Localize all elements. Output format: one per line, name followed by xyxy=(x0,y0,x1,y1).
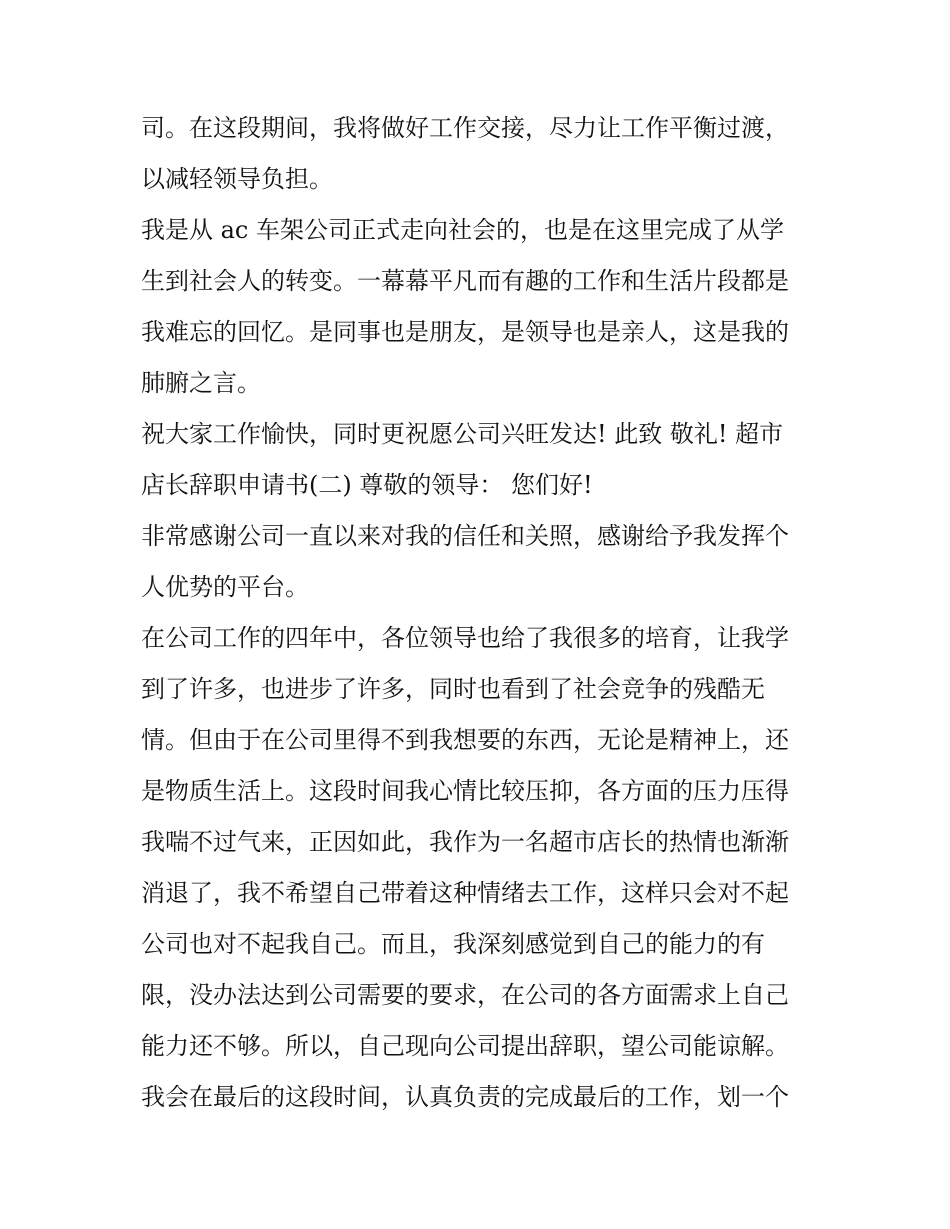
text-line: 限，没办法达到公司需要的要求，在公司的各方面需求上自己 xyxy=(141,981,789,1009)
text-line: 司。在这段期间，我将做好工作交接，尽力让工作平衡过渡， xyxy=(141,114,789,142)
text-line: 到了许多，也进步了许多，同时也看到了社会竞争的残酷无 xyxy=(141,675,765,703)
text-line: 在公司工作的四年中，各位领导也给了我很多的培育，让我学 xyxy=(141,624,789,652)
text-line: 非常感谢公司一直以来对我的信任和关照，感谢给予我发挥个 xyxy=(141,522,789,550)
text-line: 肺腑之言。 xyxy=(141,369,261,397)
text-line: 祝大家工作愉快，同时更祝愿公司兴旺发达! 此致 敬礼! 超市 xyxy=(141,420,784,448)
text-line: 我是从 ac 车架公司正式走向社会的，也是在这里完成了从学 xyxy=(141,216,785,244)
text-line: 我会在最后的这段时间，认真负责的完成最后的工作，划一个 xyxy=(141,1083,789,1111)
text-line: 人优势的平台。 xyxy=(141,573,309,601)
text-line: 能力还不够。所以，自己现向公司提出辞职，望公司能谅解。 xyxy=(141,1032,789,1060)
text-line: 是物质生活上。这段时间我心情比较压抑，各方面的压力压得 xyxy=(141,777,789,805)
text-line: 情。但由于在公司里得不到我想要的东西，无论是精神上，还 xyxy=(141,726,789,754)
text-line: 生到社会人的转变。一幕幕平凡而有趣的工作和生活片段都是 xyxy=(141,267,789,295)
text-line: 公司也对不起我自己。而且，我深刻感觉到自己的能力的有 xyxy=(141,930,765,958)
text-line: 我喘不过气来，正因如此，我作为一名超市店长的热情也渐渐 xyxy=(141,828,789,856)
text-line: 我难忘的回忆。是同事也是朋友，是领导也是亲人，这是我的 xyxy=(141,318,789,346)
text-line: 店长辞职申请书(二) 尊敬的领导： 您们好! xyxy=(141,471,593,499)
text-line: 消退了，我不希望自己带着这种情绪去工作，这样只会对不起 xyxy=(141,879,789,907)
text-line: 以减轻领导负担。 xyxy=(141,165,333,193)
